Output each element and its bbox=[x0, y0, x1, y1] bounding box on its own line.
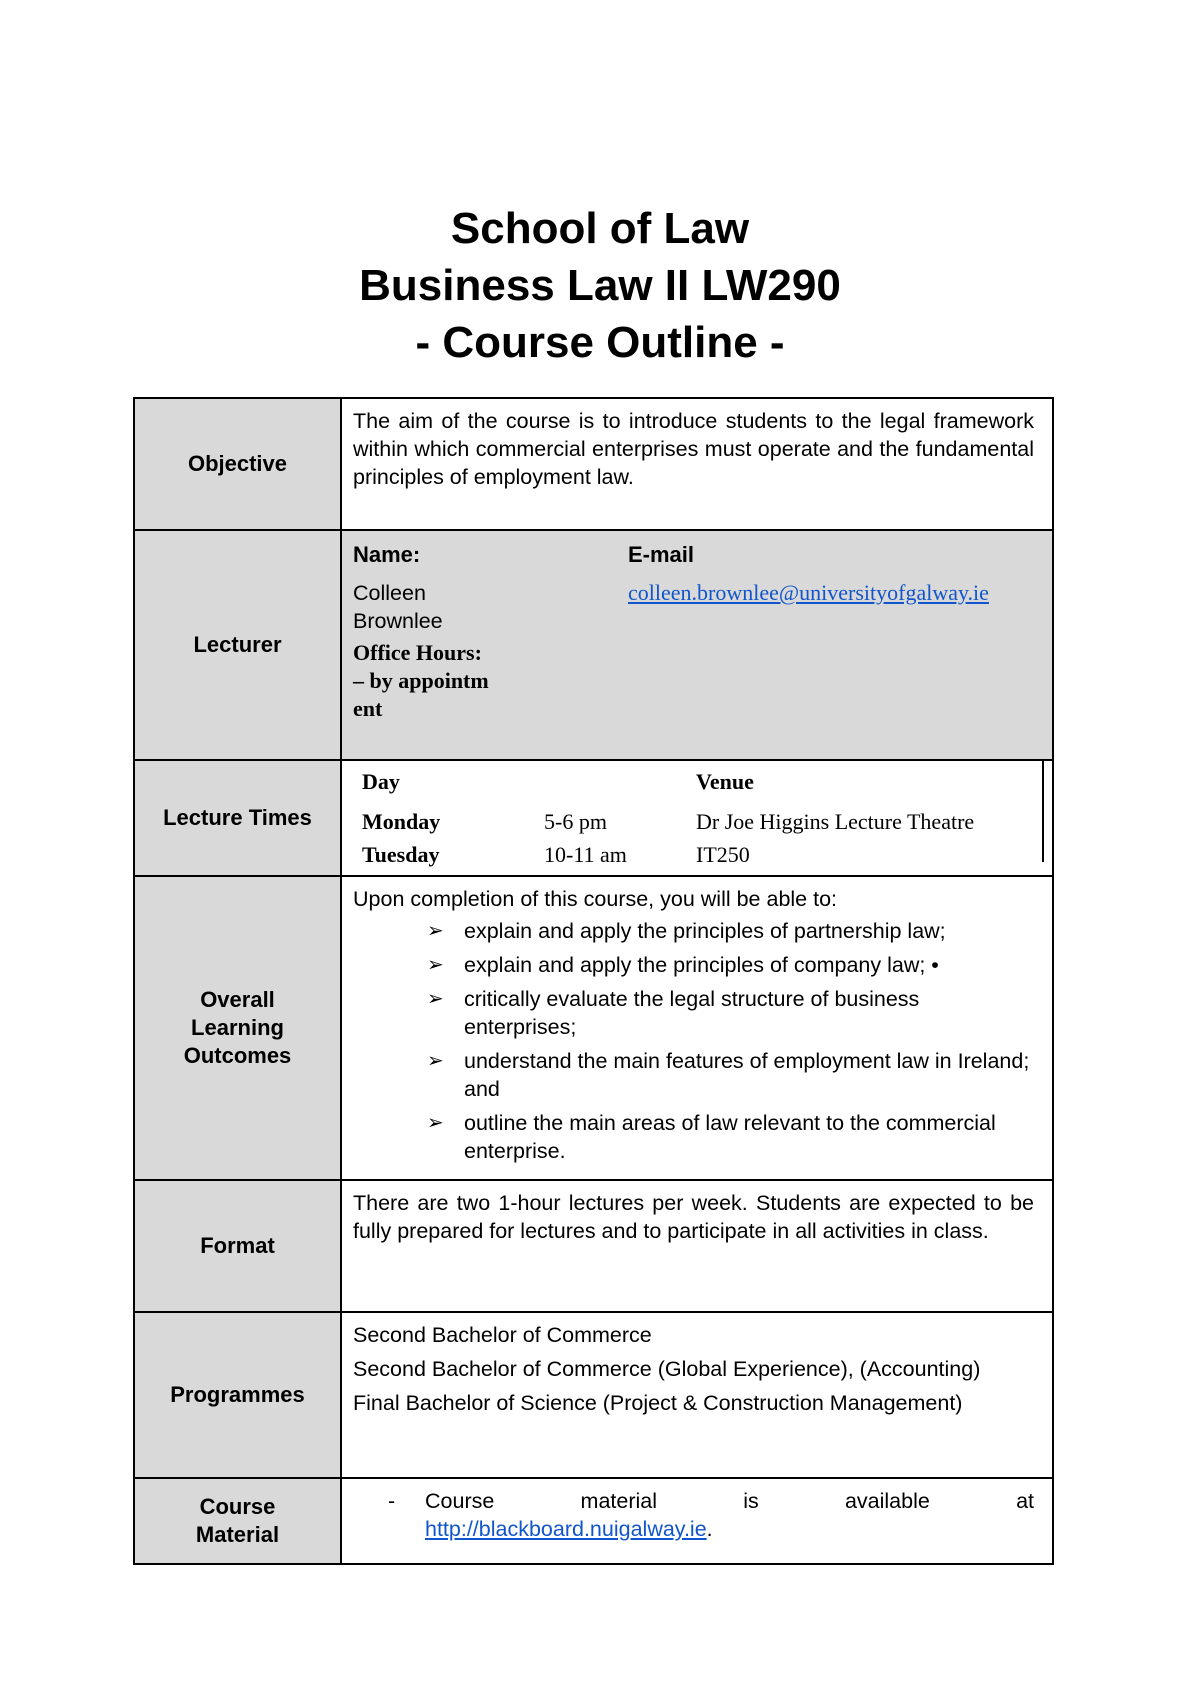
list-item: ➢ outline the main areas of law relevant to the commercial enterprise. bbox=[427, 1111, 996, 1163]
arrow-bullet-icon: ➢ bbox=[427, 1050, 444, 1072]
programme-item: Second Bachelor of Commerce (Global Experience), (Accounting) bbox=[353, 1357, 981, 1381]
row-objective bbox=[134, 398, 1053, 530]
lecture-day: Monday bbox=[362, 809, 441, 834]
dash-bullet: - bbox=[388, 1489, 396, 1513]
programme-item: Second Bachelor of Commerce bbox=[353, 1323, 652, 1347]
arrow-bullet-icon: ➢ bbox=[427, 988, 444, 1010]
material-sentence: Course material is available at bbox=[425, 1489, 1034, 1513]
row-lecture-times bbox=[134, 760, 1053, 876]
lecturer-name-first: Colleen bbox=[353, 581, 426, 605]
arrow-bullet-icon: ➢ bbox=[427, 954, 444, 976]
lecture-times-cell bbox=[341, 760, 1053, 876]
lecture-venue: IT250 bbox=[696, 842, 750, 867]
day-header: Day bbox=[362, 769, 400, 794]
lecture-time: 10-11 am bbox=[544, 842, 627, 867]
document-title bbox=[0, 200, 1200, 371]
label-objective: Objective bbox=[134, 398, 341, 530]
venue-header: Venue bbox=[696, 769, 754, 794]
lecturer-email-link[interactable]: colleen.brownlee@universityofgalway.ie bbox=[628, 580, 989, 605]
arrow-bullet-icon: ➢ bbox=[427, 1112, 444, 1134]
label-lecturer: Lecturer bbox=[134, 530, 341, 760]
lecture-time: 5-6 pm bbox=[544, 809, 607, 834]
row-format bbox=[134, 1180, 1053, 1312]
row-learning-outcomes bbox=[134, 876, 1053, 1180]
list-item: ➢ explain and apply the principles of company law; • bbox=[427, 953, 939, 977]
lecturer-name-last: Brownlee bbox=[353, 609, 443, 633]
course-material-cell: - Course material is available at http://blackboard.nuigalway.ie. bbox=[341, 1478, 1053, 1564]
format-text: There are two 1-hour lectures per week. Students are expected to be fully prepared for lectures and to participate in all activities in class. bbox=[341, 1180, 1053, 1312]
lecture-venue: Dr Joe Higgins Lecture Theatre bbox=[696, 809, 975, 834]
row-lecturer bbox=[134, 530, 1053, 760]
title-outline: - Course Outline - bbox=[415, 318, 785, 367]
objective-text: The aim of the course is to introduce students to the legal framework within which commercial enterprises must operate and the fundamental principles of employment law. bbox=[341, 398, 1053, 530]
list-item: ➢ understand the main features of employment law in Ireland; and bbox=[427, 1049, 1030, 1101]
label-course-material: Course Material bbox=[134, 1478, 341, 1564]
outcomes-list bbox=[353, 917, 1034, 1165]
list-item: ➢ critically evaluate the legal structure of business enterprises; bbox=[427, 987, 920, 1039]
blackboard-link[interactable]: http://blackboard.nuigalway.ie bbox=[425, 1517, 707, 1541]
arrow-bullet-icon: ➢ bbox=[427, 920, 444, 942]
label-learning-outcomes: Overall Learning Outcomes bbox=[134, 876, 341, 1180]
lecture-day: Tuesday bbox=[362, 842, 440, 867]
lecture-times-grid bbox=[362, 769, 1032, 871]
label-lecture-times: Lecture Times bbox=[134, 760, 341, 876]
email-header: E-mail bbox=[628, 542, 695, 567]
lecturer-name-column bbox=[353, 539, 628, 723]
office-hours: Office Hours: – by appointment bbox=[353, 640, 489, 721]
lecturer-cell bbox=[341, 530, 1053, 760]
label-format: Format bbox=[134, 1180, 341, 1312]
row-programmes bbox=[134, 1312, 1053, 1478]
lecturer-email-column bbox=[628, 539, 1034, 723]
name-header: Name: bbox=[353, 542, 421, 567]
outcomes-intro: Upon completion of this course, you will be able to: bbox=[353, 887, 838, 911]
programme-item: Final Bachelor of Science (Project & Construction Management) bbox=[353, 1391, 963, 1415]
programmes-cell bbox=[341, 1312, 1053, 1478]
course-outline-table bbox=[133, 397, 1054, 1565]
row-course-material bbox=[134, 1478, 1053, 1564]
learning-outcomes-cell bbox=[341, 876, 1053, 1180]
list-item: ➢ explain and apply the principles of partnership law; bbox=[427, 919, 946, 943]
label-programmes: Programmes bbox=[134, 1312, 341, 1478]
title-school: School of Law bbox=[450, 204, 750, 253]
title-course: Business Law II LW290 bbox=[359, 261, 841, 310]
